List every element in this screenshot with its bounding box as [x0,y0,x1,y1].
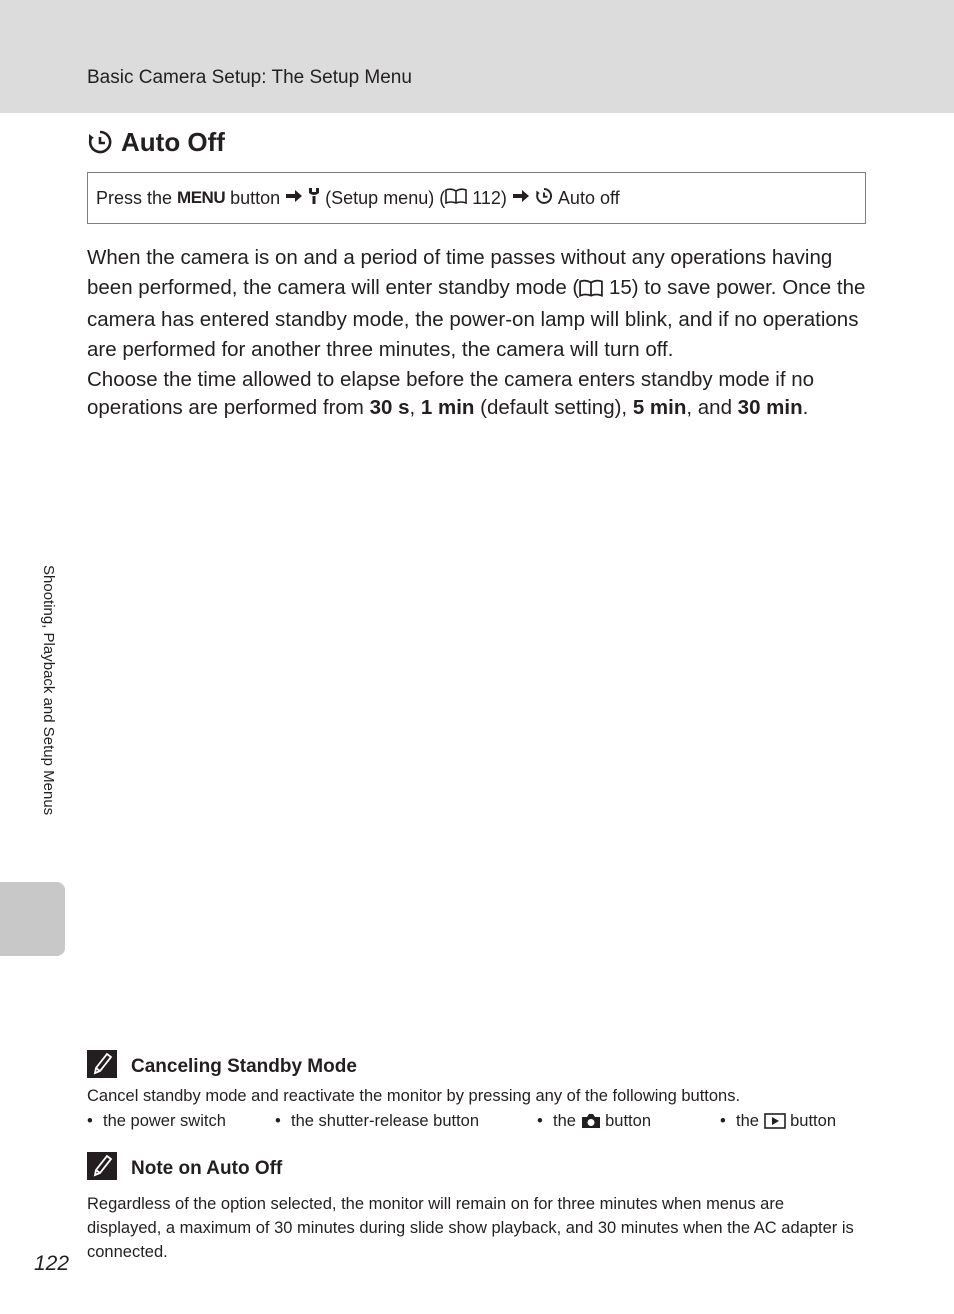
bullet-camera-button: button [605,1112,651,1130]
p1-text-b: ) to save power. Once the camera has entered standby mode, the power-on lamp will blink, and if no operations are performed for another three minutes, the camera will turn off. [87,275,866,361]
playback-icon [764,1113,786,1134]
book-ref-icon [579,276,603,306]
pencil-note-icon [87,1050,117,1084]
bullet-camera-the: the [553,1112,576,1130]
note2-text: Regardless of the option selected, the monitor will remain on for three minutes when menus are displayed, a maximum of 30 minutes during slide show playback, and 30 minutes when the AC adapter is connected. [87,1195,854,1261]
menu-path-ref: 112) [472,187,507,208]
note-heading-auto-off [87,1152,282,1186]
camera-icon [581,1113,601,1134]
bullet-playback-button: button [790,1112,836,1130]
section-heading [87,124,225,160]
pencil-note-icon [87,1152,117,1186]
bullet-playback-the: the [736,1112,759,1130]
option-5min: 5 min [632,396,687,419]
timer-icon [535,187,553,210]
section-title: Auto Off [121,126,225,157]
arrow-right-icon [285,188,303,209]
note1-title: Canceling Standby Mode [131,1056,357,1077]
note2-title: Note on Auto Off [131,1158,283,1179]
p1-ref: 15 [608,275,632,299]
menu-path-auto-off: Auto off [557,187,620,208]
p2-text-a: Choose the time allowed to elapse before the camera enters standby mode if no operations are performed from [87,368,815,419]
option-30s: 30 s [369,396,410,419]
note1-text: Cancel standby mode and reactivate the monitor by pressing any of the following buttons. [87,1087,741,1105]
body-paragraph-2 [87,366,872,422]
wrench-icon [308,187,320,210]
p1-text-a: When the camera is on and a period of time passes without any operations having been performed, the camera will enter standby mode ( [87,246,833,299]
option-1min: 1 min [420,396,475,419]
timer-icon [87,129,113,155]
arrow-right-icon [512,188,530,209]
menu-path-button: button [230,187,281,208]
note-heading-canceling [87,1050,357,1084]
p2-sep: , [409,396,421,419]
bullet-power-switch: the power switch [103,1112,226,1130]
note1-bullet-list [87,1112,867,1134]
menu-path-box [87,172,866,224]
list-item: • the button [720,1112,836,1134]
p2-text-c: , and [686,396,738,419]
option-30min: 30 min [737,396,803,419]
list-item: • the power switch [87,1112,226,1130]
p2-text-d: . [802,396,809,419]
menu-button-label: MENU [177,188,226,207]
menu-path-press: Press the [96,187,173,208]
list-item: • the shutter-release button [275,1112,480,1130]
book-ref-icon [445,188,467,209]
page-number: 122 [34,1252,70,1275]
side-tab-marker [0,882,65,956]
body-paragraph-1 [87,243,872,364]
side-tab-label: Shooting, Playback and Setup Menus [40,565,57,816]
header-band [0,0,954,113]
header-title: Basic Camera Setup: The Setup Menu [87,67,412,88]
menu-path-setup: (Setup menu) ( [325,187,446,208]
bullet-shutter: the shutter-release button [291,1112,480,1130]
list-item: • the button [537,1112,651,1134]
p2-text-b: (default setting), [474,396,633,419]
